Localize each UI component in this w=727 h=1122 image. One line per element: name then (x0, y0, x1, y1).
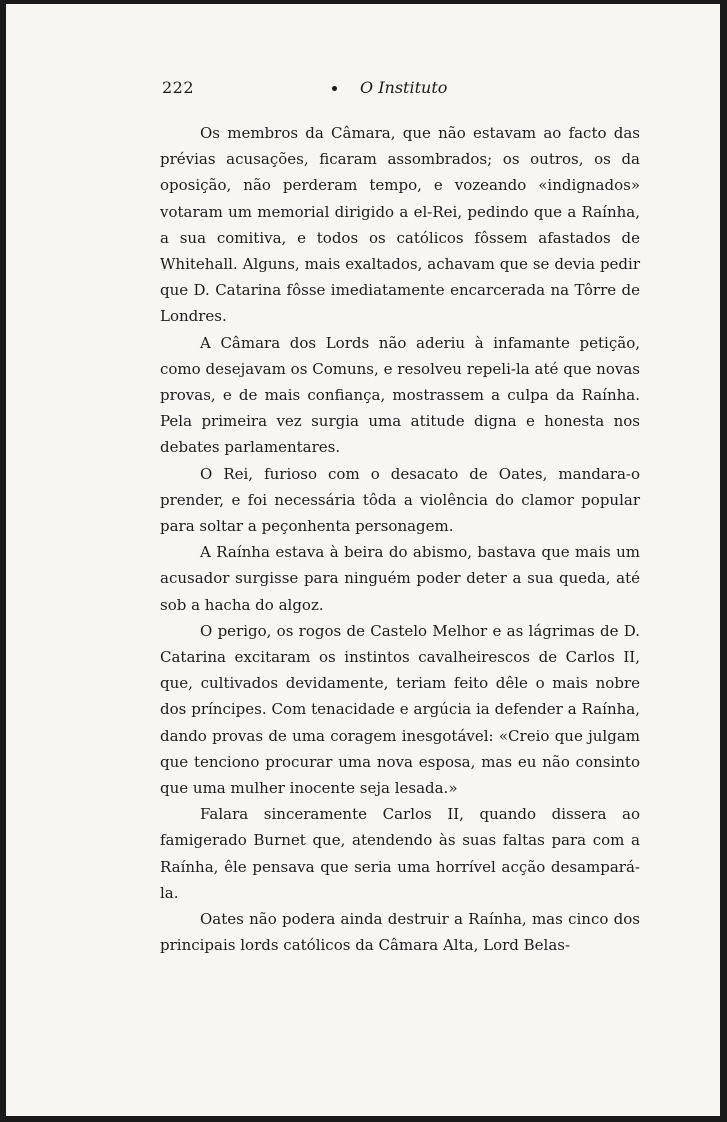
paragraph: O perigo, os rogos de Castelo Melhor e as lágrimas de D. Catarina excitaram os instintos cavalheirescos de Carlos II, que, cultivados devidamente, teriam feito dêle o mais nobre dos príncipes. Com tenacidade e argúcia ia defender a Raínha, dando provas de uma coragem inesgotável: «Creio que julgam que tenciono procurar uma nova esposa, mas eu não consinto que uma mulher inocente seja lesada.» (160, 621, 640, 798)
paragraph: O Rei, furioso com o desacato de Oates, mandara-o prender, e foi necessária tôda a violência do clamor popular para soltar a peçonhenta personagem. (160, 464, 640, 536)
running-title: O Instituto (360, 78, 448, 97)
page-number: 222 (162, 78, 195, 97)
paragraph: Oates não podera ainda destruir a Raínha, mas cinco dos principais lords católicos da Câmara Alta, Lord Belas- (160, 910, 640, 955)
paragraph: Falara sinceramente Carlos II, quando dissera ao famigerado Burnet que, atendendo às suas faltas para com a Raínha, êle pensava que seria uma horrível acção desampará-la. (160, 805, 640, 902)
paragraph: A Raínha estava à beira do abismo, bastava que mais um acusador surgisse para ninguém poder deter a sua queda, até sob a hacha do algoz. (160, 543, 640, 614)
book-page (6, 4, 720, 1116)
paragraph: A Câmara dos Lords não aderiu à infamante petição, como desejavam os Comuns, e resolveu repeli-la até que novas provas, e de mais confiança, mostrassem a culpa da Raínha. Pela primeira vez surgia uma atitude digna e honesta nos debates parlamentares. (160, 333, 640, 457)
page-header (162, 78, 642, 104)
paragraph: Os membros da Câmara, que não estavam ao facto das prévias acusações, ficaram assombrados; os outros, os da oposição, não perderam tempo, e vozeando «indignados» votaram um memorial dirigido a el-Rei, pedindo que a Raínha, a sua comitiva, e todos os católicos fôssem afastados de Whitehall. Alguns, mais exaltados, achavam que se devia pedir que D. Catarina fôsse imediatamente encarcerada na Tôrre de Londres. (160, 124, 640, 326)
body-text (160, 120, 640, 959)
header-bullet-icon (332, 86, 337, 91)
